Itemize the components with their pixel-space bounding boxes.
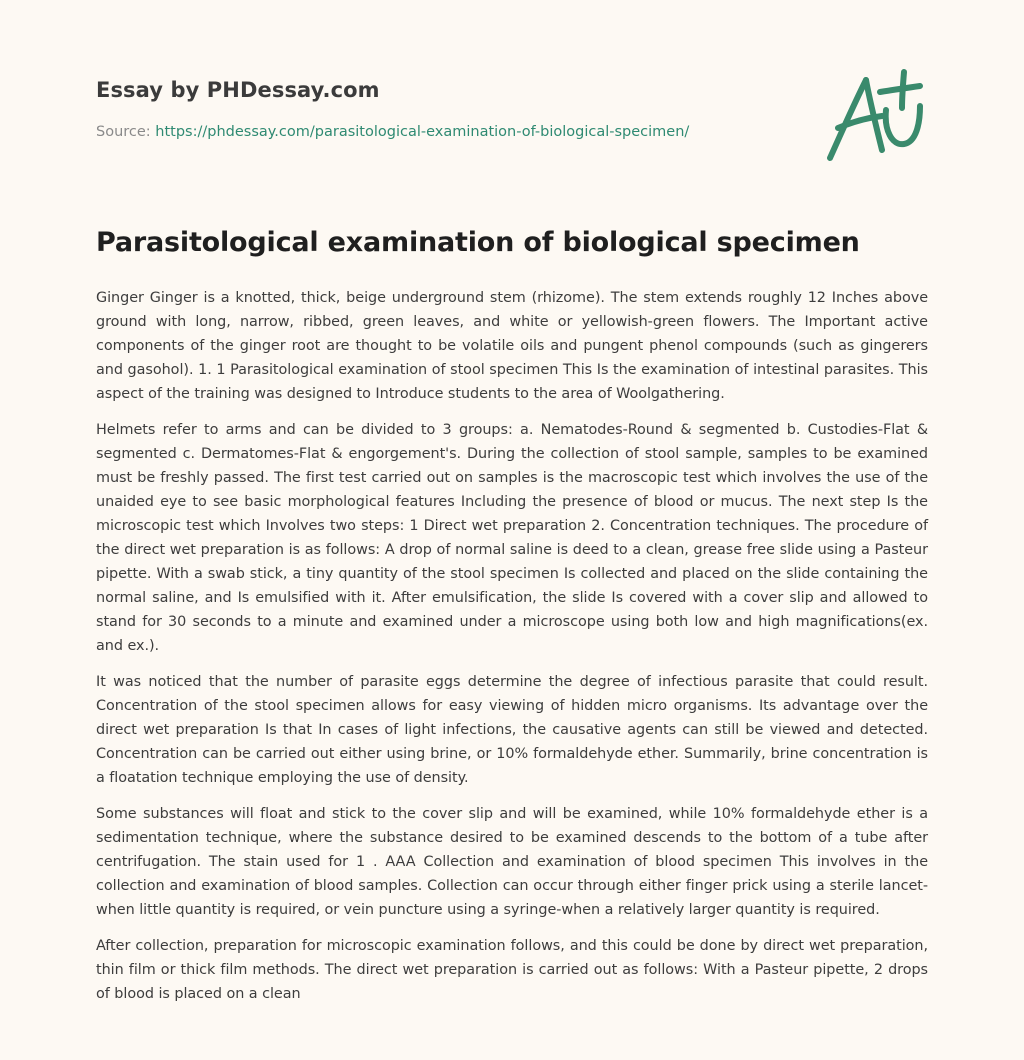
source-line <box>96 124 689 140</box>
essay-paragraph: Helmets refer to arms and can be divided to 3 groups: a. Nematodes-Round & segmented b. Custodies-Flat & segmented c. Dermatomes-Flat & engorgement's. During the collection of stool sample, samples to be examined must be freshly passed. The first test carried out on samples is the macroscopic test which involves the use of the unaided eye to see basic morphological features Including the presence of blood or mucus. The next step Is the microscopic test which Involves two steps: 1 Direct wet preparation 2. Concentration techniques. The procedure of the direct wet preparation is as follows: A drop of normal saline is deed to a clean, grease free slide using a Pasteur pipette. With a swab stick, a tiny quantity of the stool specimen Is collected and placed on the slide containing the normal saline, and Is emulsified with it. After emulsification, the slide Is covered with a cover slip and allowed to stand for 30 seconds to a minute and examined under a microscope using both low and high magnifications(ex. and ex.). <box>96 422 928 654</box>
essay-paragraph: Ginger Ginger is a knotted, thick, beige underground stem (rhizome). The stem extends roughly 12 Inches above ground with long, narrow, ribbed, green leaves, and white or yellowish-green flowers. The Important active components of the ginger root are thought to be volatile oils and pungent phenol compounds (such as gingerers and gasohol). 1. 1 Parasitological examination of stool specimen This Is the examination of intestinal parasites. This aspect of the training was designed to Introduce students to the area of Woolgathering. <box>96 290 928 402</box>
essay-paragraph: After collection, preparation for microscopic examination follows, and this could be done by direct wet preparation, thin film or thick film methods. The direct wet preparation is carried out as follows: With a Pasteur pipette, 2 drops of blood is placed on a clean <box>96 938 928 1002</box>
essay-title: Parasitological examination of biological specimen <box>96 227 860 258</box>
a-plus-logo-icon <box>820 66 932 166</box>
essay-paragraph: Some substances will float and stick to the cover slip and will be examined, while 10% formaldehyde ether is a sedimentation technique, where the substance desired to be examined descends to the bottom of a tube after centrifugation. The stain used for 1 . AAA Collection and examination of blood specimen This involves in the collection and examination of blood samples. Collection can occur through either finger prick using a sterile lancet-when little quantity is required, or vein puncture using a syringe-when a relatively larger quantity is required. <box>96 806 928 918</box>
site-brand: Essay by PHDessay.com <box>96 78 380 102</box>
essay-paragraph: It was noticed that the number of parasite eggs determine the degree of infectious parasite that could result. Concentration of the stool specimen allows for easy viewing of hidden micro organisms. Its advantage over the direct wet preparation Is that In cases of light infections, the causative agents can still be viewed and detected. Concentration can be carried out either using brine, or 10% formaldehyde ether. Summarily, brine concentration is a floatation technique employing the use of density. <box>96 674 928 786</box>
source-label: Source: <box>96 124 156 140</box>
source-link[interactable]: https://phdessay.com/parasitological-examination-of-biological-specimen/ <box>155 124 690 140</box>
essay-body <box>96 286 928 1018</box>
